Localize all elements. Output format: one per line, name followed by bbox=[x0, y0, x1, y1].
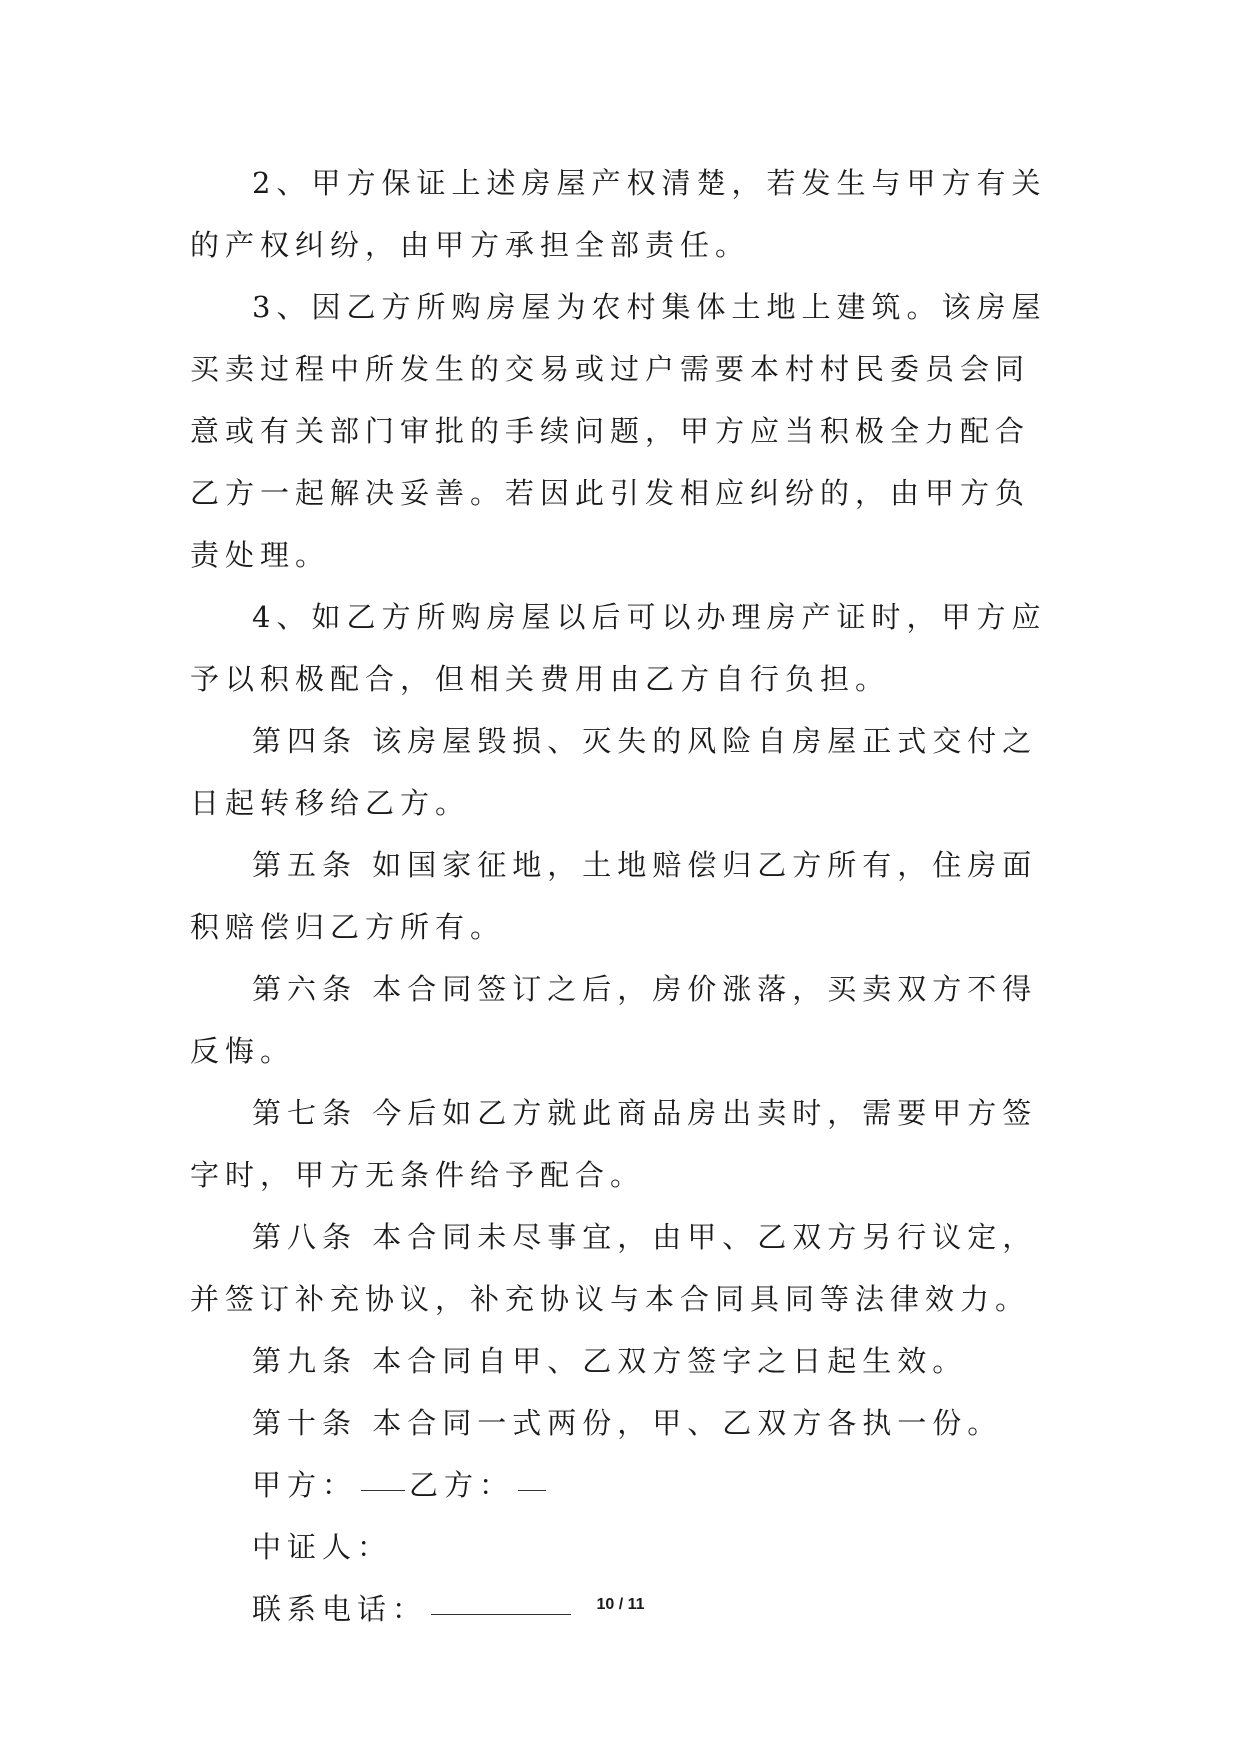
phone-label: 联系电话： bbox=[252, 1592, 428, 1626]
article-6: 第六条 本合同签订之后，房价涨落，买卖双方不得反悔。 bbox=[190, 972, 1038, 1068]
clause-2: 2、甲方保证上述房屋产权清楚，若发生与甲方有关的产权纠纷，由甲方承担全部责任。 bbox=[190, 166, 1047, 262]
document-body bbox=[190, 152, 1052, 1640]
witness-line bbox=[190, 1516, 1052, 1578]
article-4: 第四条 该房屋毁损、灭失的风险自房屋正式交付之日起转移给乙方。 bbox=[190, 724, 1038, 820]
party-a-label: 甲方： bbox=[252, 1468, 358, 1502]
party-b-signature-blank bbox=[518, 1460, 546, 1491]
clause-3: 3、因乙方所购房屋为农村集体土地上建筑。该房屋买卖过程中所发生的交易或过户需要本村村民委员会同意或有关部门审批的手续问题，甲方应当积极全力配合乙方一起解决妥善。若因此引发相应纠纷的，由甲方负责处理。 bbox=[190, 290, 1047, 572]
signature-line bbox=[190, 1454, 1052, 1516]
page-number: 10 / 11 bbox=[596, 1596, 645, 1613]
party-b-label: 乙方： bbox=[409, 1468, 515, 1502]
article-9: 第九条 本合同自甲、乙双方签字之日起生效。 bbox=[252, 1344, 968, 1378]
article-10: 第十条 本合同一式两份，甲、乙双方各执一份。 bbox=[252, 1406, 1003, 1440]
party-a-signature-blank bbox=[361, 1460, 405, 1491]
article-8: 第八条 本合同未尽事宜，由甲、乙双方另行议定，并签订补充协议，补充协议与本合同具同等法律效力。 bbox=[190, 1220, 1038, 1316]
witness-label: 中证人： bbox=[252, 1530, 393, 1564]
clause-4: 4、如乙方所购房屋以后可以办理房产证时，甲方应予以积极配合，但相关费用由乙方自行负担。 bbox=[190, 600, 1047, 696]
article-7: 第七条 今后如乙方就此商品房出卖时，需要甲方签字时，甲方无条件给予配合。 bbox=[190, 1096, 1038, 1192]
article-5: 第五条 如国家征地，土地赔偿归乙方所有，住房面积赔偿归乙方所有。 bbox=[190, 848, 1038, 944]
